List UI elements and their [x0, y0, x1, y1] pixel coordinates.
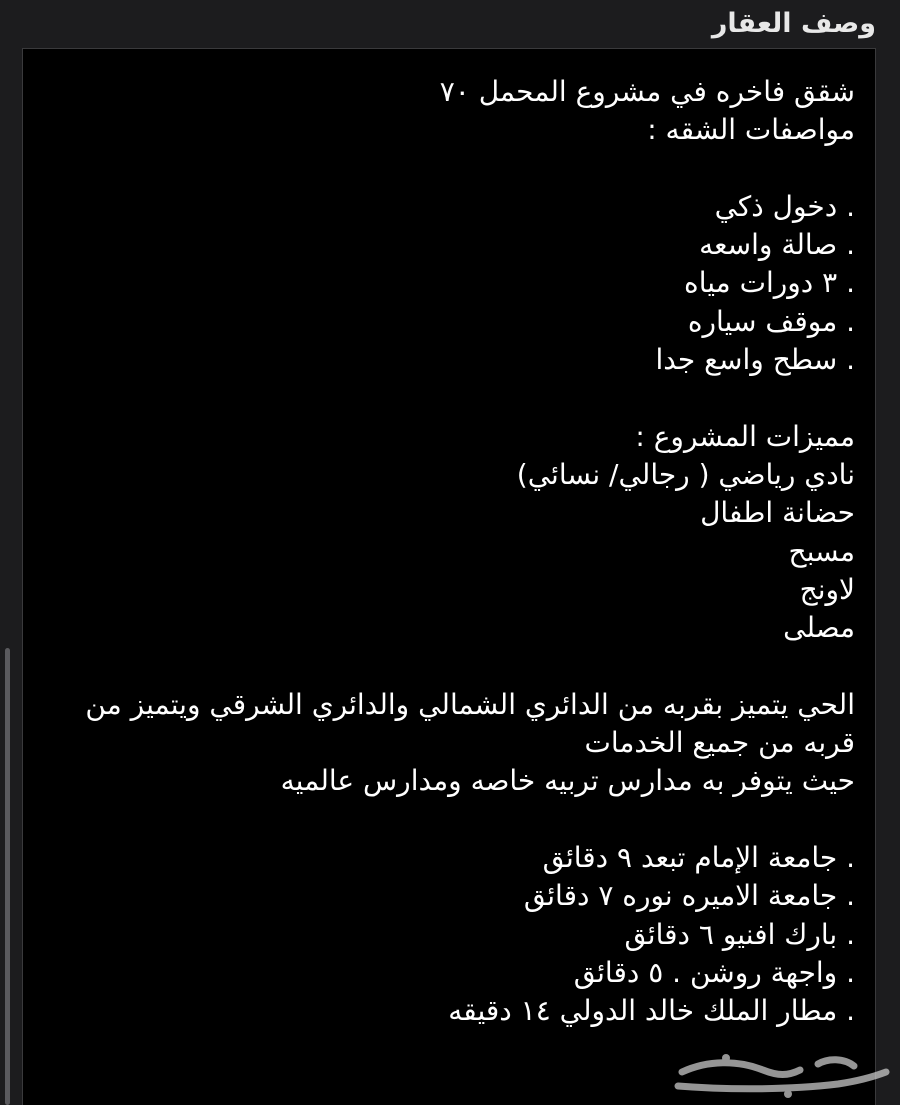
- description-line: [43, 379, 855, 417]
- description-line: . دخول ذكي: [714, 189, 855, 223]
- description-line: . موقف سياره: [687, 304, 855, 338]
- description-line: [43, 150, 855, 188]
- description-line: . واجهة روشن . ٥ دقائق: [573, 955, 855, 989]
- haraj-watermark-logo: [668, 1050, 894, 1100]
- description-line: . بارك افنيو ٦ دقائق: [624, 917, 855, 951]
- description-line: لاونج: [799, 572, 855, 606]
- description-text: [43, 73, 855, 1030]
- description-line: [43, 647, 855, 685]
- description-line: شقق فاخره في مشروع المحمل ٧٠: [439, 75, 855, 108]
- description-box: [22, 48, 876, 1105]
- description-line: . صالة واسعه: [699, 228, 855, 262]
- description-line: . مطار الملك خالد الدولي ١٤ دقيقه: [448, 994, 855, 1028]
- description-line: نادي رياضي ( رجالي/ نسائي): [516, 457, 855, 491]
- description-line: الحي يتميز بقربه من الدائري الشمالي والدائري الشرقي ويتميز من قربه من جميع الخدمات: [85, 687, 855, 760]
- scrollbar[interactable]: [5, 648, 10, 1105]
- description-line: مميزات المشروع :: [635, 419, 855, 453]
- description-line: حضانة اطفال: [700, 496, 855, 530]
- section-title: وصف العقار: [711, 8, 876, 39]
- description-line: مسبح: [788, 534, 855, 568]
- description-line: . سطح واسع جدا: [655, 343, 855, 377]
- description-line: [43, 801, 855, 839]
- description-line: . جامعة الاميره نوره ٧ دقائق: [523, 879, 855, 913]
- description-line: . ٣ دورات مياه: [684, 266, 855, 300]
- description-line: حيث يتوفر به مدارس تربيه خاصه ومدارس عالميه: [280, 764, 855, 798]
- description-line: مصلى: [783, 611, 855, 645]
- description-line: مواصفات الشقه :: [647, 113, 855, 147]
- description-line: . جامعة الإمام تبعد ٩ دقائق: [542, 840, 855, 874]
- page-header: [0, 0, 900, 48]
